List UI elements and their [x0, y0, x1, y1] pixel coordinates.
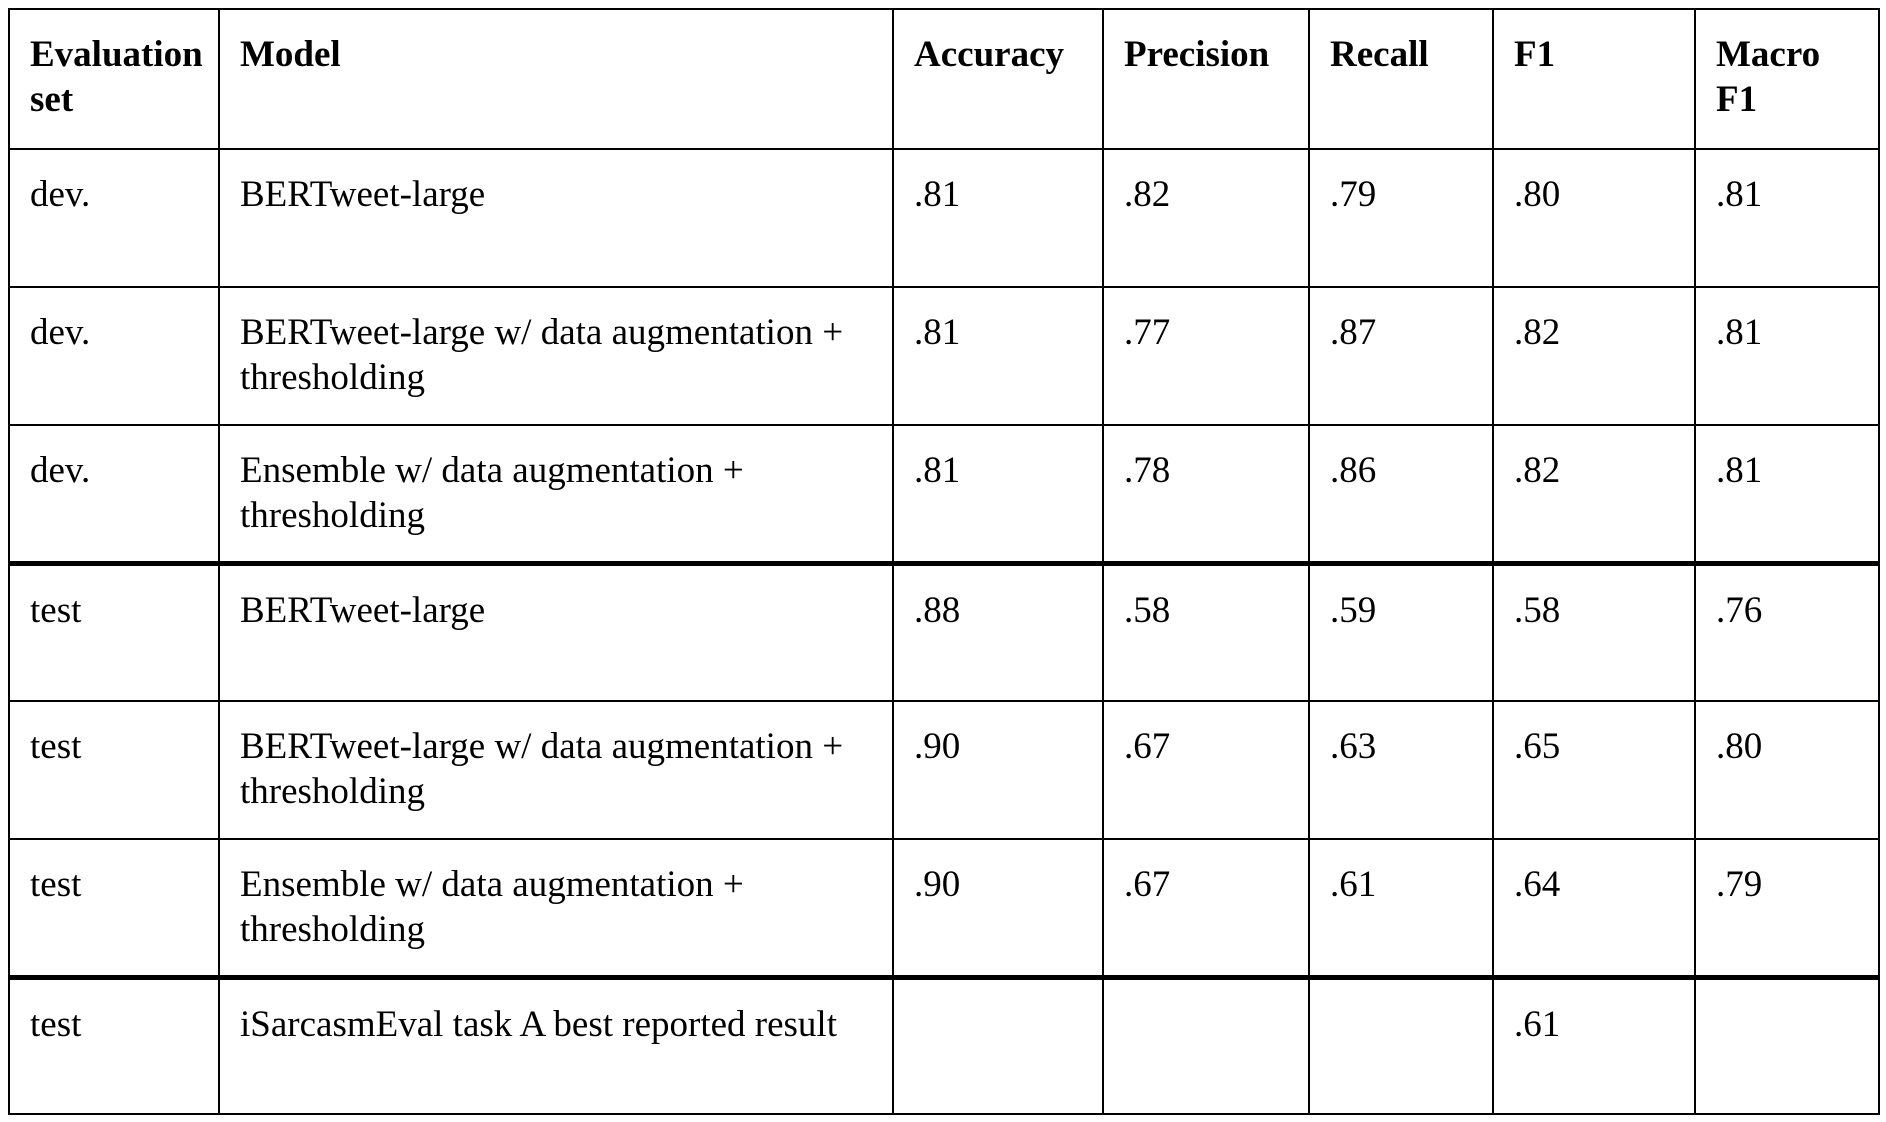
cell-recall — [1309, 977, 1493, 1114]
cell-accuracy: .81 — [893, 287, 1103, 425]
cell-model: Ensemble w/ data augmentation + thresholding — [219, 425, 893, 563]
cell-accuracy: .90 — [893, 701, 1103, 839]
cell-accuracy — [893, 977, 1103, 1114]
cell-evaluation-set: dev. — [9, 287, 219, 425]
cell-precision — [1103, 977, 1309, 1114]
cell-macro-f1: .80 — [1695, 701, 1879, 839]
cell-recall: .63 — [1309, 701, 1493, 839]
cell-macro-f1: .76 — [1695, 563, 1879, 701]
header-precision: Precision — [1103, 9, 1309, 149]
cell-accuracy: .88 — [893, 563, 1103, 701]
cell-model: Ensemble w/ data augmentation + thresholding — [219, 839, 893, 977]
table-header — [9, 9, 1879, 149]
cell-accuracy: .81 — [893, 425, 1103, 563]
cell-macro-f1: .81 — [1695, 149, 1879, 287]
cell-model: iSarcasmEval task A best reported result — [219, 977, 893, 1114]
cell-precision: .67 — [1103, 839, 1309, 977]
cell-f1: .61 — [1493, 977, 1695, 1114]
cell-recall: .61 — [1309, 839, 1493, 977]
cell-f1: .58 — [1493, 563, 1695, 701]
header-evaluation-set: Evaluation set — [9, 9, 219, 149]
table-row — [9, 563, 1879, 701]
cell-accuracy: .81 — [893, 149, 1103, 287]
table-row — [9, 149, 1879, 287]
cell-precision: .67 — [1103, 701, 1309, 839]
results-table — [8, 8, 1880, 1115]
cell-precision: .58 — [1103, 563, 1309, 701]
cell-macro-f1: .81 — [1695, 425, 1879, 563]
header-model: Model — [219, 9, 893, 149]
cell-evaluation-set: test — [9, 701, 219, 839]
cell-f1: .64 — [1493, 839, 1695, 977]
cell-f1: .80 — [1493, 149, 1695, 287]
cell-evaluation-set: dev. — [9, 425, 219, 563]
cell-accuracy: .90 — [893, 839, 1103, 977]
header-row — [9, 9, 1879, 149]
header-accuracy: Accuracy — [893, 9, 1103, 149]
cell-f1: .65 — [1493, 701, 1695, 839]
cell-f1: .82 — [1493, 425, 1695, 563]
cell-macro-f1: .81 — [1695, 287, 1879, 425]
table-row — [9, 977, 1879, 1114]
header-macro-f1: Macro F1 — [1695, 9, 1879, 149]
cell-recall: .59 — [1309, 563, 1493, 701]
table-body — [9, 149, 1879, 1114]
cell-macro-f1: .79 — [1695, 839, 1879, 977]
cell-recall: .87 — [1309, 287, 1493, 425]
cell-model: BERTweet-large — [219, 149, 893, 287]
cell-evaluation-set: test — [9, 839, 219, 977]
cell-macro-f1 — [1695, 977, 1879, 1114]
cell-model: BERTweet-large — [219, 563, 893, 701]
cell-precision: .78 — [1103, 425, 1309, 563]
header-f1: F1 — [1493, 9, 1695, 149]
table-row — [9, 425, 1879, 563]
cell-model: BERTweet-large w/ data augmentation + thresholding — [219, 701, 893, 839]
cell-evaluation-set: dev. — [9, 149, 219, 287]
cell-recall: .86 — [1309, 425, 1493, 563]
header-recall: Recall — [1309, 9, 1493, 149]
cell-evaluation-set: test — [9, 977, 219, 1114]
cell-recall: .79 — [1309, 149, 1493, 287]
cell-model: BERTweet-large w/ data augmentation + thresholding — [219, 287, 893, 425]
cell-evaluation-set: test — [9, 563, 219, 701]
table-row — [9, 839, 1879, 977]
cell-precision: .77 — [1103, 287, 1309, 425]
table-row — [9, 701, 1879, 839]
table-row — [9, 287, 1879, 425]
cell-precision: .82 — [1103, 149, 1309, 287]
cell-f1: .82 — [1493, 287, 1695, 425]
